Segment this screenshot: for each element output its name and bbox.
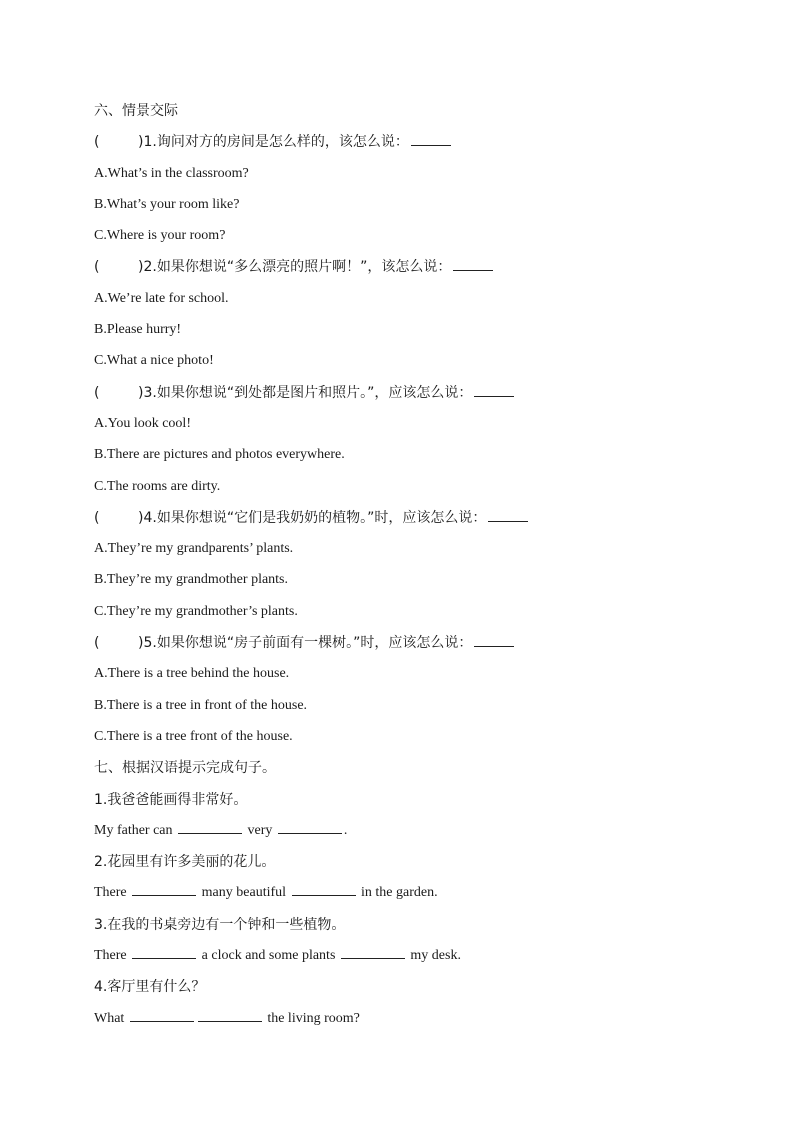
option-a: A.You look cool! [94, 415, 191, 431]
sentence-1-english [94, 819, 734, 850]
question-5 [94, 631, 734, 662]
option-c: C.The rooms are dirty. [94, 478, 221, 494]
answer-paren: ( [94, 134, 100, 151]
sentence-text: my desk. [410, 948, 461, 964]
answer-blank[interactable] [411, 131, 451, 146]
answer-blank[interactable] [474, 382, 514, 397]
sentence-text: very [247, 822, 273, 838]
option-c: C.There is a tree front of the house. [94, 728, 293, 744]
answer-blank[interactable] [488, 507, 528, 522]
fill-blank[interactable] [341, 944, 405, 959]
option-c: C.They’re my grandmother’s plants. [94, 603, 298, 619]
answer-blank[interactable] [453, 256, 493, 271]
question-2 [94, 255, 734, 286]
answer-paren: ( [94, 509, 100, 526]
sentence-text: in the garden. [361, 885, 438, 901]
section-7-title: 七、根据汉语提示完成句子。 [94, 760, 276, 777]
sentence-text: many beautiful [201, 885, 287, 901]
sentence-2-english [94, 881, 734, 912]
fill-blank[interactable] [130, 1007, 194, 1022]
sentence-1-chinese: 1.我爸爸能画得非常好。 [94, 791, 248, 808]
sentence-2-chinese: 2.花园里有许多美丽的花儿。 [94, 854, 276, 871]
question-prompt: )4.如果你想说“它们是我奶奶的植物。”时，应该怎么说： [138, 509, 487, 526]
option-b: B.There are pictures and photos everywhere. [94, 447, 345, 463]
answer-paren: ( [94, 259, 100, 276]
sentence-text: . [343, 822, 348, 838]
sentence-3-english [94, 944, 734, 975]
sentence-3-chinese: 3.在我的书桌旁边有一个钟和一些植物。 [94, 916, 346, 933]
sentence-4-chinese: 4.客厅里有什么？ [94, 979, 206, 996]
sentence-text: a clock and some plants [201, 948, 336, 964]
question-prompt: )3.如果你想说“到处都是图片和照片。”，应该怎么说： [138, 384, 473, 401]
question-prompt: )5.如果你想说“房子前面有一棵树。”时，应该怎么说： [138, 635, 473, 652]
question-3 [94, 381, 734, 412]
question-4 [94, 506, 734, 537]
sentence-text: There [94, 885, 127, 901]
option-a: A.They’re my grandparents’ plants. [94, 541, 294, 557]
section-6-title: 六、情景交际 [94, 103, 178, 119]
answer-blank[interactable] [474, 632, 514, 647]
fill-blank[interactable] [132, 881, 196, 896]
option-b: B.There is a tree in front of the house. [94, 697, 308, 713]
option-a: A.What’s in the classroom? [94, 165, 249, 181]
sentence-text: What [94, 1010, 125, 1026]
option-c: C.What a nice photo! [94, 353, 214, 369]
question-1 [94, 130, 734, 161]
option-a: A.We’re late for school. [94, 290, 229, 306]
question-prompt: )2.如果你想说“多么漂亮的照片啊！”，该怎么说： [138, 259, 452, 276]
question-prompt: )1.询问对方的房间是怎么样的，该怎么说： [138, 134, 409, 151]
option-c: C.Where is your room? [94, 228, 226, 244]
sentence-text: My father can [94, 822, 173, 838]
sentence-text: There [94, 948, 127, 964]
option-b: B.What’s your room like? [94, 196, 240, 212]
option-b: B.They’re my grandmother plants. [94, 572, 289, 588]
fill-blank[interactable] [178, 819, 242, 834]
fill-blank[interactable] [292, 881, 356, 896]
option-b: B.Please hurry! [94, 322, 182, 338]
fill-blank[interactable] [132, 944, 196, 959]
worksheet-content [94, 99, 734, 1038]
option-a: A.There is a tree behind the house. [94, 666, 290, 682]
fill-blank[interactable] [198, 1007, 262, 1022]
fill-blank[interactable] [278, 819, 342, 834]
answer-paren: ( [94, 635, 100, 652]
sentence-text: the living room? [267, 1010, 360, 1026]
sentence-4-english [94, 1007, 734, 1038]
answer-paren: ( [94, 384, 100, 401]
